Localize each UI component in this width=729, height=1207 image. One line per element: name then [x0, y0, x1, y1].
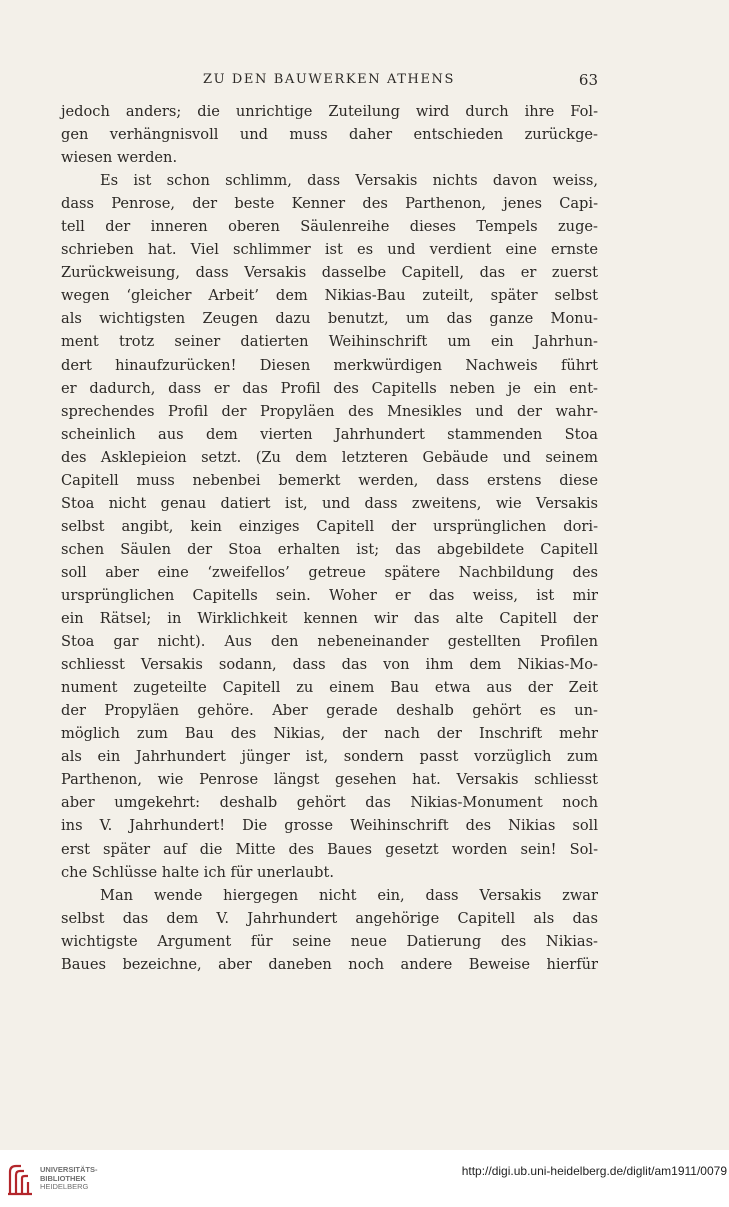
text-line: er dadurch, dass er das Profil des Capitells neben je ein ent-: [61, 379, 598, 397]
text-line: scheinlich aus dem vierten Jahrhundert stammenden Stoa: [61, 425, 598, 443]
library-name-line: HEIDELBERG: [40, 1182, 89, 1191]
text-line: als ein Jahrhundert jünger ist, sondern passt vorzüglich zum: [61, 748, 598, 766]
text-line: der Propyläen gehöre. Aber gerade deshalb gehört es un-: [61, 702, 598, 720]
text-line: Zurückweisung, dass Versakis dasselbe Capitell, das er zuerst: [61, 264, 598, 282]
text-line: dert hinaufzurücken! Diesen merkwürdigen Nachweis führt: [61, 356, 598, 374]
text-line: che Schlüsse halte ich für unerlaubt.: [61, 863, 334, 881]
text-line: ursprünglichen Capitells sein. Woher er das weiss, ist mir: [61, 586, 598, 604]
text-line: sprechendes Profil der Propyläen des Mnesikles und der wahr-: [61, 402, 598, 420]
text-line: Man wende hiergegen nicht ein, dass Versakis zwar: [100, 886, 598, 904]
text-line: dass Penrose, der beste Kenner des Parthenon, jenes Capi-: [61, 195, 598, 213]
logo-mark: [8, 1166, 32, 1194]
text-line: als wichtigsten Zeugen dazu benutzt, um das ganze Monu-: [61, 310, 598, 328]
text-line: tell der inneren oberen Säulenreihe dieses Tempels zuge-: [61, 218, 598, 236]
text-line: ment trotz seiner datierten Weihinschrift um ein Jahrhun-: [61, 333, 598, 351]
text-line: Es ist schon schlimm, dass Versakis nichts davon weiss,: [100, 172, 598, 190]
text-line: schen Säulen der Stoa erhalten ist; das abgebildete Capitell: [61, 540, 598, 558]
running-head: [60, 72, 598, 94]
text-line: Stoa nicht genau datiert ist, und dass zweitens, wie Versakis: [61, 494, 598, 512]
running-title: ZU DEN BAUWERKEN ATHENS: [202, 72, 456, 87]
page-number: 63: [578, 71, 598, 89]
text-line: wegen ‘gleicher Arbeit’ dem Nikias-Bau zuteilt, später selbst: [61, 287, 598, 305]
footer: [0, 1150, 729, 1207]
text-line: Baues bezeichne, aber daneben noch andere Beweise hierfür: [61, 955, 598, 973]
text-line: selbst angibt, kein einziges Capitell der ursprünglichen dori-: [61, 517, 598, 535]
text-line: aber umgekehrt: deshalb gehört das Nikias-Monument noch: [61, 794, 598, 812]
text-line: Stoa gar nicht). Aus den nebeneinander gestellten Profilen: [61, 633, 598, 651]
text-line: nument zugeteilte Capitell zu einem Bau etwa aus der Zeit: [61, 679, 598, 697]
text-line: erst später auf die Mitte des Baues gesetzt worden sein! Sol-: [61, 840, 598, 858]
library-name-line: BIBLIOTHEK: [40, 1173, 86, 1183]
text-line: schrieben hat. Viel schlimmer ist es und verdient eine ernste: [61, 241, 598, 259]
body-text: [61, 100, 598, 976]
text-line: wichtigste Argument für seine neue Datierung des Nikias-: [61, 932, 598, 950]
text-line: schliesst Versakis sodann, dass das von ihm dem Nikias-Mo-: [61, 656, 598, 674]
text-line: selbst das dem V. Jahrhundert angehörige Capitell als das: [61, 909, 598, 927]
text-line: gen verhängnisvoll und muss daher entschieden zurückge-: [61, 126, 598, 144]
text-line: Parthenon, wie Penrose längst gesehen hat. Versakis schliesst: [61, 771, 598, 789]
heidelberg-library-logo-icon: [7, 1163, 35, 1197]
source-url[interactable]: http://digi.ub.uni-heidelberg.de/diglit/am1911/0079: [461, 1164, 727, 1178]
text-line: wiesen werden.: [61, 149, 178, 167]
library-name-line: UNIVERSITÄTS-: [40, 1165, 98, 1174]
text-line: Capitell muss nebenbei bemerkt werden, dass erstens diese: [61, 471, 598, 489]
text-line: des Asklepieion setzt. (Zu dem letzteren Gebäude und seinem: [61, 448, 598, 466]
library-name: [40, 1166, 98, 1192]
text-line: ein Rätsel; in Wirklichkeit kennen wir das alte Capitell der: [61, 610, 598, 628]
text-line: soll aber eine ‘zweifellos’ getreue spätere Nachbildung des: [61, 563, 598, 581]
text-line: ins V. Jahrhundert! Die grosse Weihinschrift des Nikias soll: [61, 817, 598, 835]
text-line: jedoch anders; die unrichtige Zuteilung wird durch ihre Fol-: [61, 103, 598, 120]
text-line: möglich zum Bau des Nikias, der nach der Inschrift mehr: [61, 725, 598, 743]
